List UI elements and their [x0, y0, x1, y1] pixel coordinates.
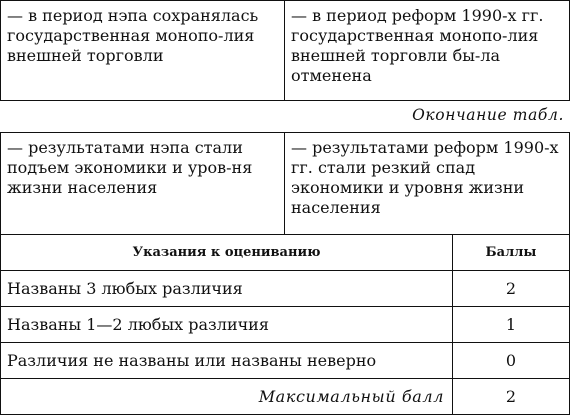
continuation-caption: Окончание табл.	[412, 106, 564, 124]
max-score-points: 2	[453, 378, 570, 414]
reforms-1990s-cell: — в период реформ 1990-х гг. государственная монопо-лия внешней торговли бы-ла отменена	[285, 1, 570, 101]
criterion-points: 2	[453, 270, 570, 306]
criterion-points: 0	[453, 342, 570, 378]
reforms-1990s-cell: — результатами реформ 1990-х гг. стали резкий спад экономики и уровня жизни населения	[285, 133, 570, 235]
table-row	[1, 133, 570, 235]
max-score-row	[1, 378, 570, 414]
nep-cell: — в период нэпа сохранялась государственная монопо-лия внешней торговли	[1, 1, 285, 101]
table-row	[1, 306, 570, 342]
table-row	[1, 342, 570, 378]
continued-table	[0, 132, 569, 415]
criterion-label: Различия не названы или названы неверно	[1, 342, 453, 378]
table-row	[1, 270, 570, 306]
criteria-header-row	[1, 234, 570, 270]
criterion-label: Названы 1—2 любых различия	[1, 306, 453, 342]
max-score-label: Максимальный балл	[1, 378, 453, 414]
criterion-label: Названы 3 любых различия	[1, 270, 453, 306]
points-header: Баллы	[453, 234, 570, 270]
previous-table	[0, 0, 569, 101]
criteria-header: Указания к оцениванию	[1, 234, 453, 270]
nep-cell: — результатами нэпа стали подъем экономики и уров-ня жизни населения	[1, 133, 285, 235]
table-row	[1, 1, 570, 101]
criterion-points: 1	[453, 306, 570, 342]
